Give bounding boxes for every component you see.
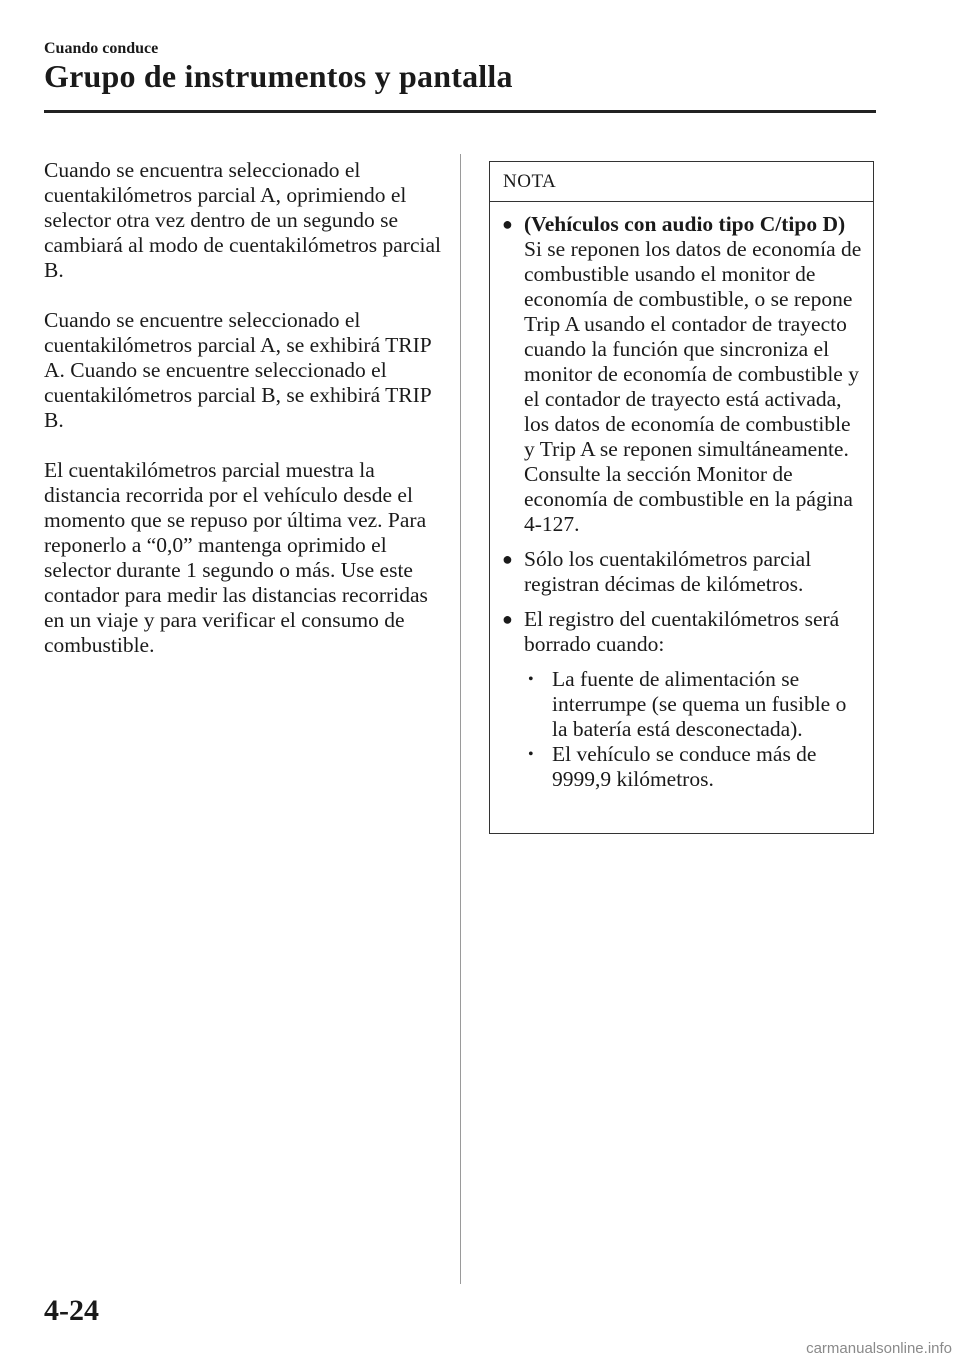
note-box (489, 161, 874, 834)
page-number: 4-24 (44, 1294, 99, 1327)
note-item-audio-text: Si se reponen los datos de economía de combustible usando el monitor de economía de combustible, o se repone Trip A usando el contador de trayecto cuando la función que sincroniza el monitor de economía de combustible y el contador de trayecto está activada, los datos de economía de combustible y Trip A se reponen simultáneamente. (524, 237, 862, 461)
bullet-icon: ● (502, 549, 513, 569)
erase-condition-power (524, 667, 865, 742)
erase-conditions-list (524, 667, 865, 792)
column-divider (460, 154, 461, 1284)
bullet-icon: ● (502, 214, 513, 234)
erase-condition-distance (524, 742, 865, 792)
note-item-audio (500, 212, 865, 537)
note-item-erase (500, 607, 865, 792)
erase-condition-distance-text: El vehículo se conduce más de 9999,9 kilómetros. (552, 742, 817, 791)
erase-condition-power-text: La fuente de alimentación se interrumpe (se quema un fusible o la batería está desconectada). (552, 667, 847, 741)
note-item-audio-reference: Consulte la sección Monitor de economía de combustible en la página 4-127. (524, 462, 853, 536)
sub-bullet-icon: • (528, 746, 534, 763)
note-body (490, 202, 873, 792)
note-heading: NOTA (490, 162, 873, 202)
note-item-decimals (500, 547, 865, 597)
main-text-column (44, 158, 444, 683)
watermark: carmanualsonline.info (806, 1340, 952, 1357)
paragraph-trip-display: Cuando se encuentre seleccionado el cuentakilómetros parcial A, se exhibirá TRIP A. Cuando se encuentre seleccionado el cuentakilómetros parcial B, se exhibirá TRIP B. (44, 308, 431, 432)
paragraph-trip-b-switch: Cuando se encuentra seleccionado el cuentakilómetros parcial A, oprimiendo el selector otra vez dentro de un segundo se cambiará al modo de cuentakilómetros parcial B. (44, 158, 441, 282)
note-item-audio-heading: (Vehículos con audio tipo C/tipo D) (524, 212, 846, 236)
sub-bullet-icon: • (528, 671, 534, 688)
section-label: Cuando conduce (44, 40, 159, 57)
page-title: Grupo de instrumentos y pantalla (44, 58, 513, 94)
note-item-erase-text: El registro del cuentakilómetros será borrado cuando: (524, 607, 840, 656)
paragraph-trip-reset: El cuentakilómetros parcial muestra la distancia recorrida por el vehículo desde el momento que se repuso por última vez. Para reponerlo a “0,0” mantenga oprimido el selector durante 1 segundo o más. Use este contador para medir las distancias recorridas en un viaje y para verificar el consumo de combustible. (44, 458, 428, 657)
header-rule (44, 110, 876, 113)
bullet-icon: ● (502, 609, 513, 629)
note-item-decimals-text: Sólo los cuentakilómetros parcial registran décimas de kilómetros. (524, 547, 812, 596)
